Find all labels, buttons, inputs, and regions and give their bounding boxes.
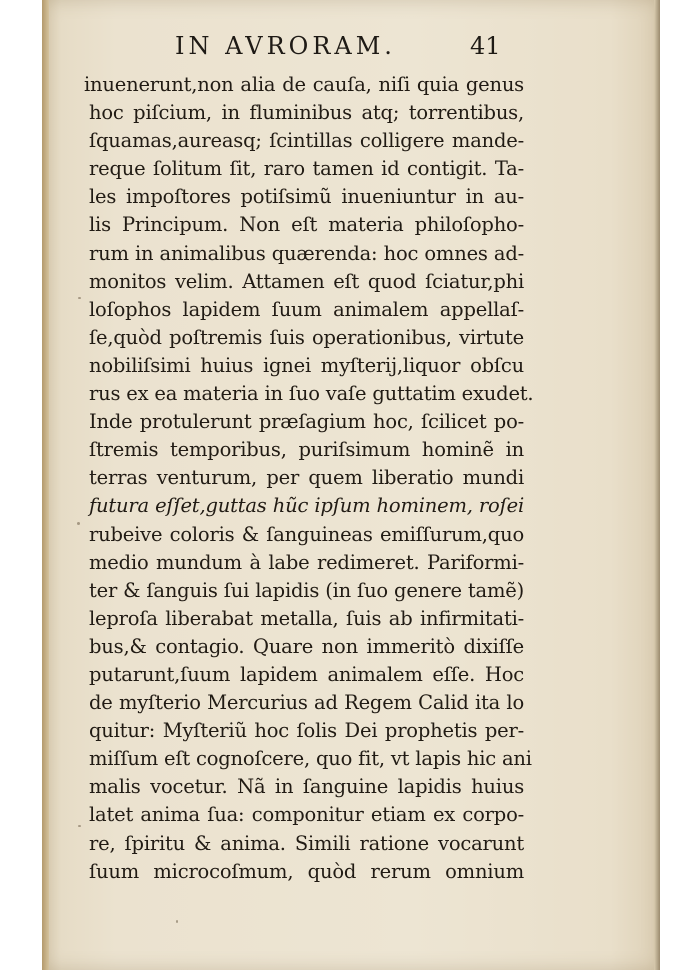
text-line: rum in animalibus quærenda: hoc omnes ad- bbox=[89, 241, 524, 265]
page-number: 41 bbox=[470, 32, 501, 60]
page-edge bbox=[654, 0, 660, 970]
text-line: reque ſolitum ſit, raro tamen id contigit. Ta- bbox=[89, 157, 524, 181]
text-line: leproſa liberabat metalla, ſuis ab infirmitati- bbox=[89, 606, 524, 630]
text-line: monitos velim. Attamen eſt quod ſciatur,phi bbox=[89, 269, 524, 293]
text-line: ſtremis temporibus, puriſsimum hominẽ in bbox=[89, 438, 524, 462]
page-header bbox=[0, 30, 690, 70]
text-line: re, ſpiritu & anima. Simili ratione vocarunt bbox=[89, 831, 524, 855]
text-line: nobiliſsimi huius ignei myſterij,liquor obſcu bbox=[89, 353, 524, 377]
text-line: miſſum eſt cognoſcere, quo fit, vt lapis hic ani bbox=[89, 747, 532, 771]
text-line: quitur: Myſteriũ hoc ſolis Dei prophetis per- bbox=[89, 719, 524, 743]
text-line: malis vocetur. Nã in ſanguine lapidis huius bbox=[89, 775, 524, 799]
text-line: loſophos lapidem ſuum animalem appellaſ- bbox=[89, 297, 524, 321]
text-line: futura eſſet,guttas hũc ipſum hominem, roſei bbox=[89, 494, 524, 518]
text-line: les impoſtores potiſsimũ inueniuntur in au- bbox=[89, 185, 524, 209]
text-line: lis Principum. Non eſt materia philoſopho- bbox=[89, 213, 524, 237]
text-line: inuenerunt,non alia de cauſa, niſi quia genus bbox=[84, 73, 524, 96]
spine-shadow bbox=[42, 0, 49, 970]
paper-speck bbox=[77, 522, 80, 525]
body-text bbox=[84, 71, 534, 886]
text-line: de myſterio Mercurius ad Regem Calid ita lo bbox=[89, 691, 524, 715]
text-line: latet anima ſua: componitur etiam ex corpo- bbox=[89, 803, 524, 827]
text-line: medio mundum à labe redimeret. Pariformi- bbox=[89, 550, 524, 574]
text-line: Inde protulerunt præſagium hoc, ſcilicet po- bbox=[89, 410, 524, 434]
text-line: ſe,quòd poſtremis ſuis operationibus, virtute bbox=[89, 325, 524, 349]
text-line: rubeive coloris & ſanguineas emiſſurum,quo bbox=[89, 522, 524, 546]
text-line: rus ex ea materia in ſuo vaſe guttatim exudet. bbox=[89, 382, 534, 406]
text-line: terras venturum, per quem liberatio mundi bbox=[89, 466, 524, 490]
text-line: hoc piſcium, in fluminibus atq; torrentibus, bbox=[89, 101, 524, 125]
text-line: ſuum microcoſmum, quòd rerum omnium bbox=[89, 859, 524, 883]
text-line: bus,& contagio. Quare non immeritò dixiſſe bbox=[89, 634, 524, 658]
running-title: IN AVRORAM. bbox=[175, 32, 396, 60]
paper-speck bbox=[78, 297, 81, 299]
paper-speck bbox=[176, 920, 178, 923]
text-line: ter & ſanguis ſui lapidis (in ſuo genere tamẽ) bbox=[89, 578, 524, 602]
paper-speck bbox=[78, 825, 81, 827]
text-line: ſquamas,aureasq; ſcintillas colligere mande- bbox=[89, 129, 524, 153]
text-line: putarunt,ſuum lapidem animalem eſſe. Hoc bbox=[89, 662, 524, 686]
